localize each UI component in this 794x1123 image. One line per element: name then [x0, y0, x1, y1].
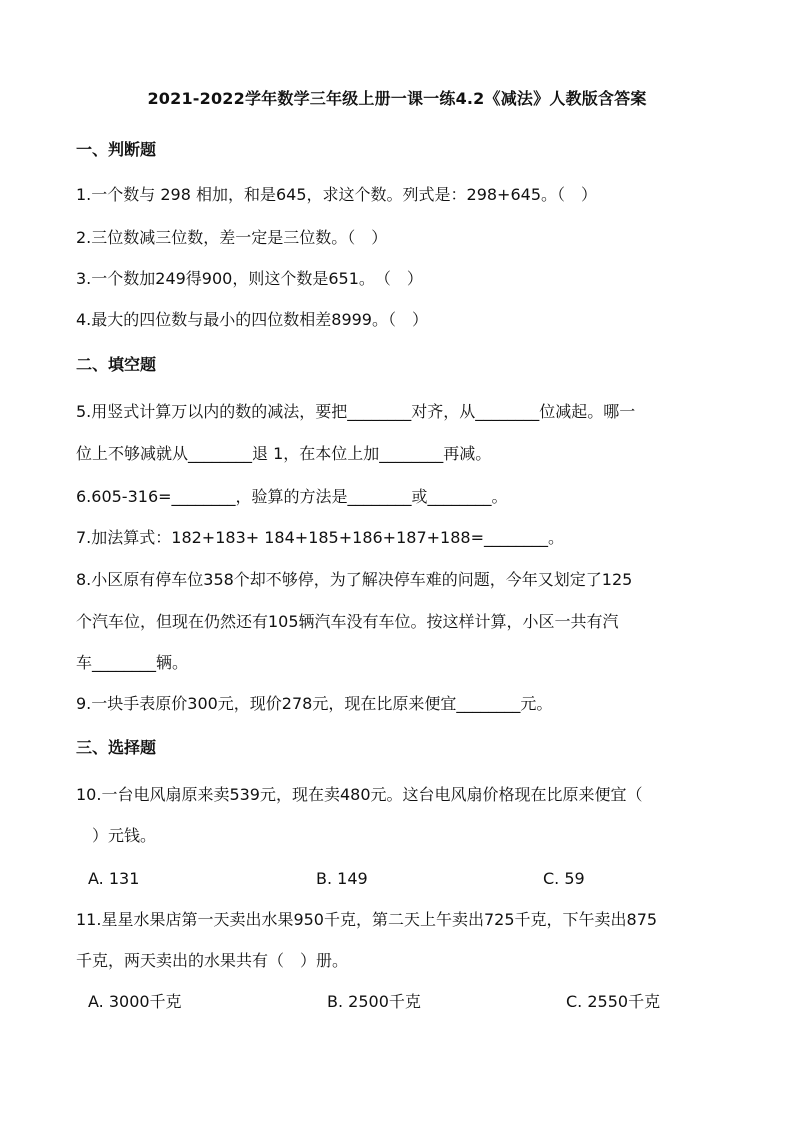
- document-title: 2021-2022学年数学三年级上册一课一练4.2《减法》人教版含答案: [147, 89, 647, 108]
- question-11-line-1: 11.星星水果店第一天卖出水果950千克，第二天上午卖出725千克，下午卖出875: [76, 910, 658, 929]
- section-heading-choice: 三、选择题: [76, 738, 157, 757]
- question-11-option-c: C. 2550千克: [566, 992, 661, 1011]
- question-8-line-1: 8.小区原有停车位358个却不够停，为了解决停车难的问题，今年又划定了125: [76, 570, 633, 589]
- question-6: 6.605-316=________，验算的方法是________或________。: [76, 487, 508, 506]
- question-2: 2.三位数减三位数，差一定是三位数。（ ）: [76, 228, 388, 247]
- question-5-line-1: 5.用竖式计算万以内的数的减法，要把________对齐，从________位减起。哪一: [76, 402, 636, 421]
- question-3: 3.一个数加249得900，则这个数是651。 （ ）: [76, 269, 423, 288]
- question-10-option-b: B. 149: [316, 869, 368, 888]
- question-9: 9.一块手表原价300元，现价278元，现在比原来便宜________元。: [76, 694, 553, 713]
- question-8-line-3: 车________辆。: [76, 653, 189, 672]
- question-1: 1.一个数与 298 相加，和是645，求这个数。列式是：298+645。（ ）: [76, 185, 598, 204]
- question-5-line-2: 位上不够减就从________退 1，在本位上加________再减。: [76, 444, 492, 463]
- question-10-option-a: A. 131: [88, 869, 140, 888]
- question-11-option-b: B. 2500千克: [327, 992, 421, 1011]
- question-10-line-1: 10.一台电风扇原来卖539元，现在卖480元。这台电风扇价格现在比原来便宜（: [76, 785, 643, 804]
- section-heading-judgement: 一、判断题: [76, 140, 157, 159]
- question-8-line-2: 个汽车位，但现在仍然还有105辆汽车没有车位。按这样计算，小区一共有汽: [76, 612, 619, 631]
- question-11-option-a: A. 3000千克: [88, 992, 182, 1011]
- question-7: 7.加法算式：182+183+ 184+185+186+187+188=________。: [76, 528, 564, 547]
- question-10-line-2: ）元钱。: [76, 826, 157, 845]
- question-10-option-c: C. 59: [543, 869, 585, 888]
- question-11-line-2: 千克，两天卖出的水果共有（ ）册。: [76, 951, 349, 970]
- question-4: 4.最大的四位数与最小的四位数相差8999。（ ）: [76, 310, 428, 329]
- section-heading-fill-blank: 二、填空题: [76, 355, 157, 374]
